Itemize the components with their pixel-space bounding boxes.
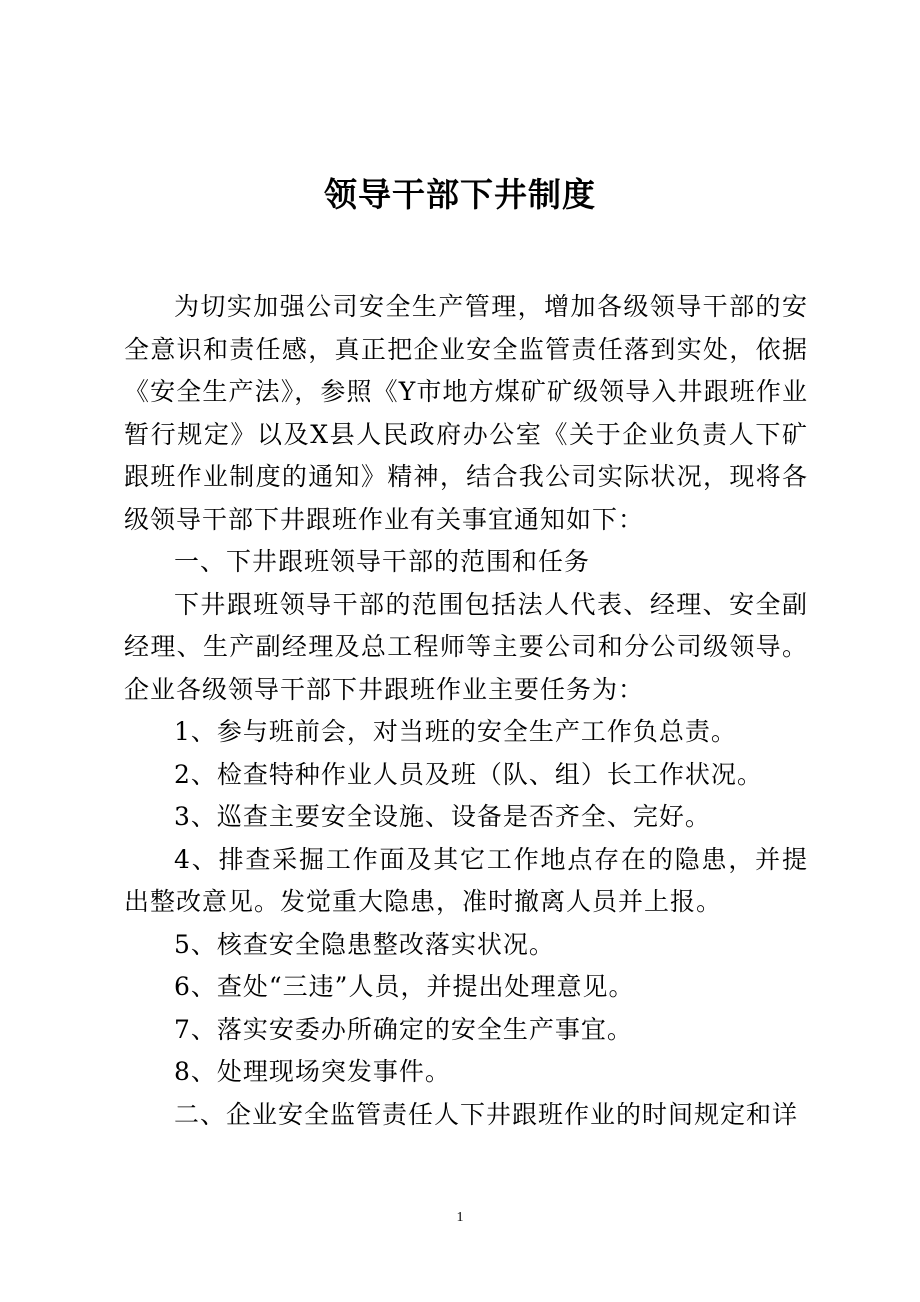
paragraph-scope: 下井跟班领导干部的范围包括法人代表、经理、安全副经理、生产副经理及总工程师等主要公司和分公司级领导。企业各级领导干部下井跟班作业主要任务为： [124, 589, 808, 704]
section-heading-2: 二、企业安全监管责任人下井跟班作业的时间规定和详 [174, 1099, 799, 1129]
list-item-6: 6、查处“三违”人员，并提出处理意见。 [174, 972, 635, 1001]
list-item-8: 8、处理现场突发事件。 [174, 1057, 451, 1086]
document-title: 领导干部下井制度 [324, 175, 596, 214]
page-number: 1 [456, 1210, 464, 1225]
section-heading-1: 一、下井跟班领导干部的范围和任务 [174, 547, 591, 576]
list-item-1: 1、参与班前会，对当班的安全生产工作负总责。 [174, 717, 737, 746]
list-item-7: 7、落实安委办所确定的安全生产事宜。 [174, 1014, 633, 1044]
list-item-2: 2、检查特种作业人员及班（队、组）长工作状况。 [174, 759, 763, 789]
paragraph-intro: 为切实加强公司安全生产管理，增加各级领导干部的安全意识和责任感，真正把企业安全监管责任落到实处，依据《安全生产法》，参照《Y市地方煤矿矿级领导入井跟班作业暂行规定》以及X县人民政府办公室《关于企业负责人下矿跟班作业制度的通知》精神，结合我公司实际状况，现将各级领导干部下井跟班作业有关事宜通知如下： [124, 292, 808, 534]
list-item-5: 5、核查安全隐患整改落实状况。 [174, 929, 555, 959]
document-body [124, 286, 808, 1136]
list-item-4: 4、排查采掘工作面及其它工作地点存在的隐患，并提出整改意见。发觉重大隐患，准时撤离人员并上报。 [124, 844, 808, 916]
list-item-3: 3、巡查主要安全设施、设备是否齐全、完好。 [174, 802, 711, 831]
